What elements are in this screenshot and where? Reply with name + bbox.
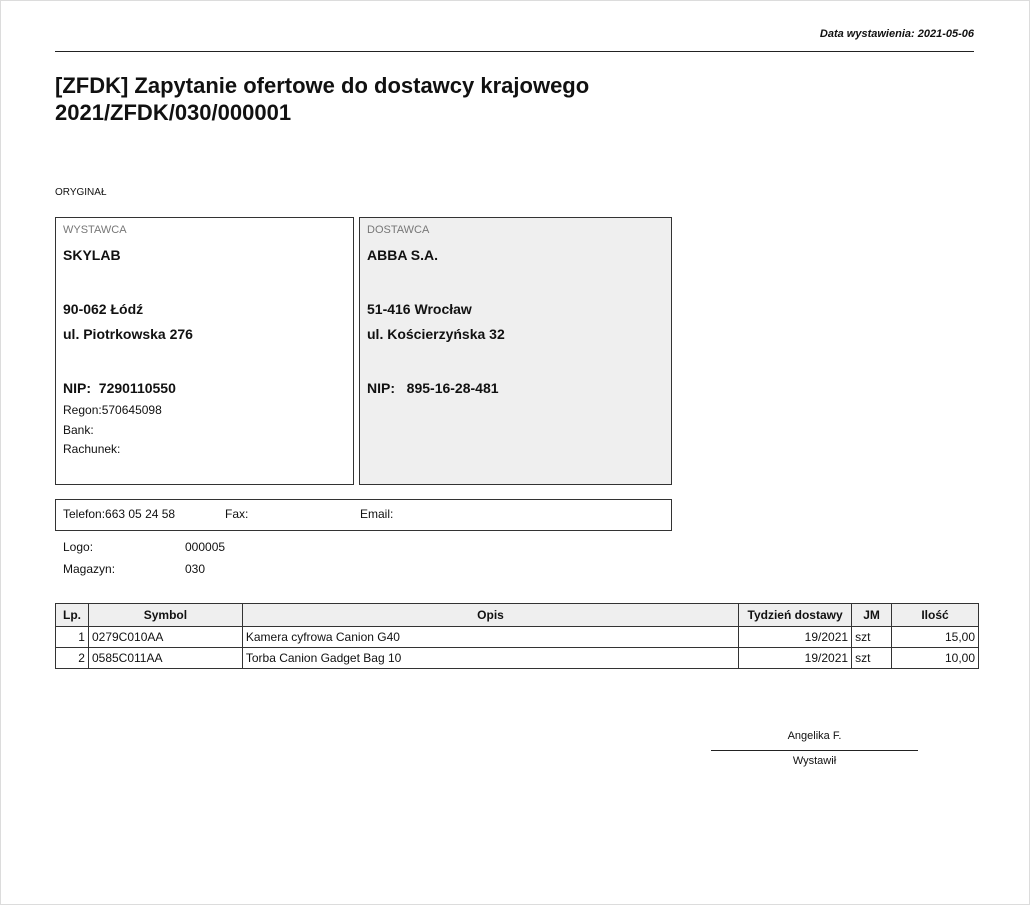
issuer-street: ul. Piotrkowska 276 <box>63 326 193 342</box>
col-header-unit: JM <box>852 604 892 627</box>
signature-role: Wystawił <box>792 755 837 767</box>
original-marker: ORYGINAŁ <box>55 187 107 198</box>
issuer-bank: Bank: <box>63 423 94 437</box>
document-title-line1: [ZFDK] Zapytanie ofertowe do dostawcy krajowego <box>55 73 590 98</box>
logo-value: 000005 <box>185 540 226 554</box>
issue-date: Data wystawienia: 2021-05-06 <box>819 28 974 40</box>
col-header-quantity: Ilość <box>892 604 979 627</box>
signature-line <box>711 750 918 751</box>
signature-block <box>711 730 918 767</box>
supplier-label: DOSTAWCA <box>367 224 430 236</box>
document-number: 2021/ZFDK/030/000001 <box>55 100 292 125</box>
supplier-box <box>359 217 672 485</box>
cell-description: Kamera cyfrowa Canion G40 <box>242 627 738 648</box>
document-title <box>55 72 589 126</box>
contact-email: Email: <box>360 507 394 521</box>
supplier-street: ul. Kościerzyńska 32 <box>367 326 505 342</box>
issuer-regon: Regon:570645098 <box>63 403 162 417</box>
contact-box <box>55 499 672 531</box>
issuer-postal-city: 90-062 Łódź <box>63 301 144 317</box>
cell-lp: 1 <box>56 627 89 648</box>
col-header-symbol: Symbol <box>88 604 242 627</box>
header-divider <box>55 51 974 52</box>
table-row <box>56 648 979 669</box>
contact-fax: Fax: <box>225 507 249 521</box>
cell-symbol: 0585C011AA <box>88 648 242 669</box>
warehouse-value: 030 <box>185 562 206 576</box>
cell-unit: szt <box>852 648 892 669</box>
cell-delivery-week: 19/2021 <box>739 627 852 648</box>
cell-lp: 2 <box>56 648 89 669</box>
cell-unit: szt <box>852 627 892 648</box>
cell-delivery-week: 19/2021 <box>739 648 852 669</box>
table-header-row <box>56 604 979 627</box>
cell-description: Torba Canion Gadget Bag 10 <box>242 648 738 669</box>
col-header-description: Opis <box>242 604 738 627</box>
warehouse-label: Magazyn: <box>63 562 116 576</box>
logo-label: Logo: <box>63 540 94 554</box>
table-row <box>56 627 979 648</box>
col-header-delivery-week: Tydzień dostawy <box>739 604 852 627</box>
supplier-postal-city: 51-416 Wrocław <box>367 301 472 317</box>
col-header-lp: Lp. <box>56 604 89 627</box>
issuer-account: Rachunek: <box>63 442 121 456</box>
issuer-name: SKYLAB <box>63 247 121 263</box>
supplier-nip: NIP: 895-16-28-481 <box>367 380 499 396</box>
cell-symbol: 0279C010AA <box>88 627 242 648</box>
issuer-label: WYSTAWCA <box>63 224 127 236</box>
issuer-box <box>55 217 354 485</box>
supplier-name: ABBA S.A. <box>367 247 439 263</box>
contact-phone: Telefon:663 05 24 58 <box>63 507 176 521</box>
signature-name: Angelika F. <box>787 730 842 742</box>
items-table <box>55 603 979 669</box>
cell-quantity: 15,00 <box>892 627 979 648</box>
issuer-nip: NIP: 7290110550 <box>63 380 176 396</box>
cell-quantity: 10,00 <box>892 648 979 669</box>
